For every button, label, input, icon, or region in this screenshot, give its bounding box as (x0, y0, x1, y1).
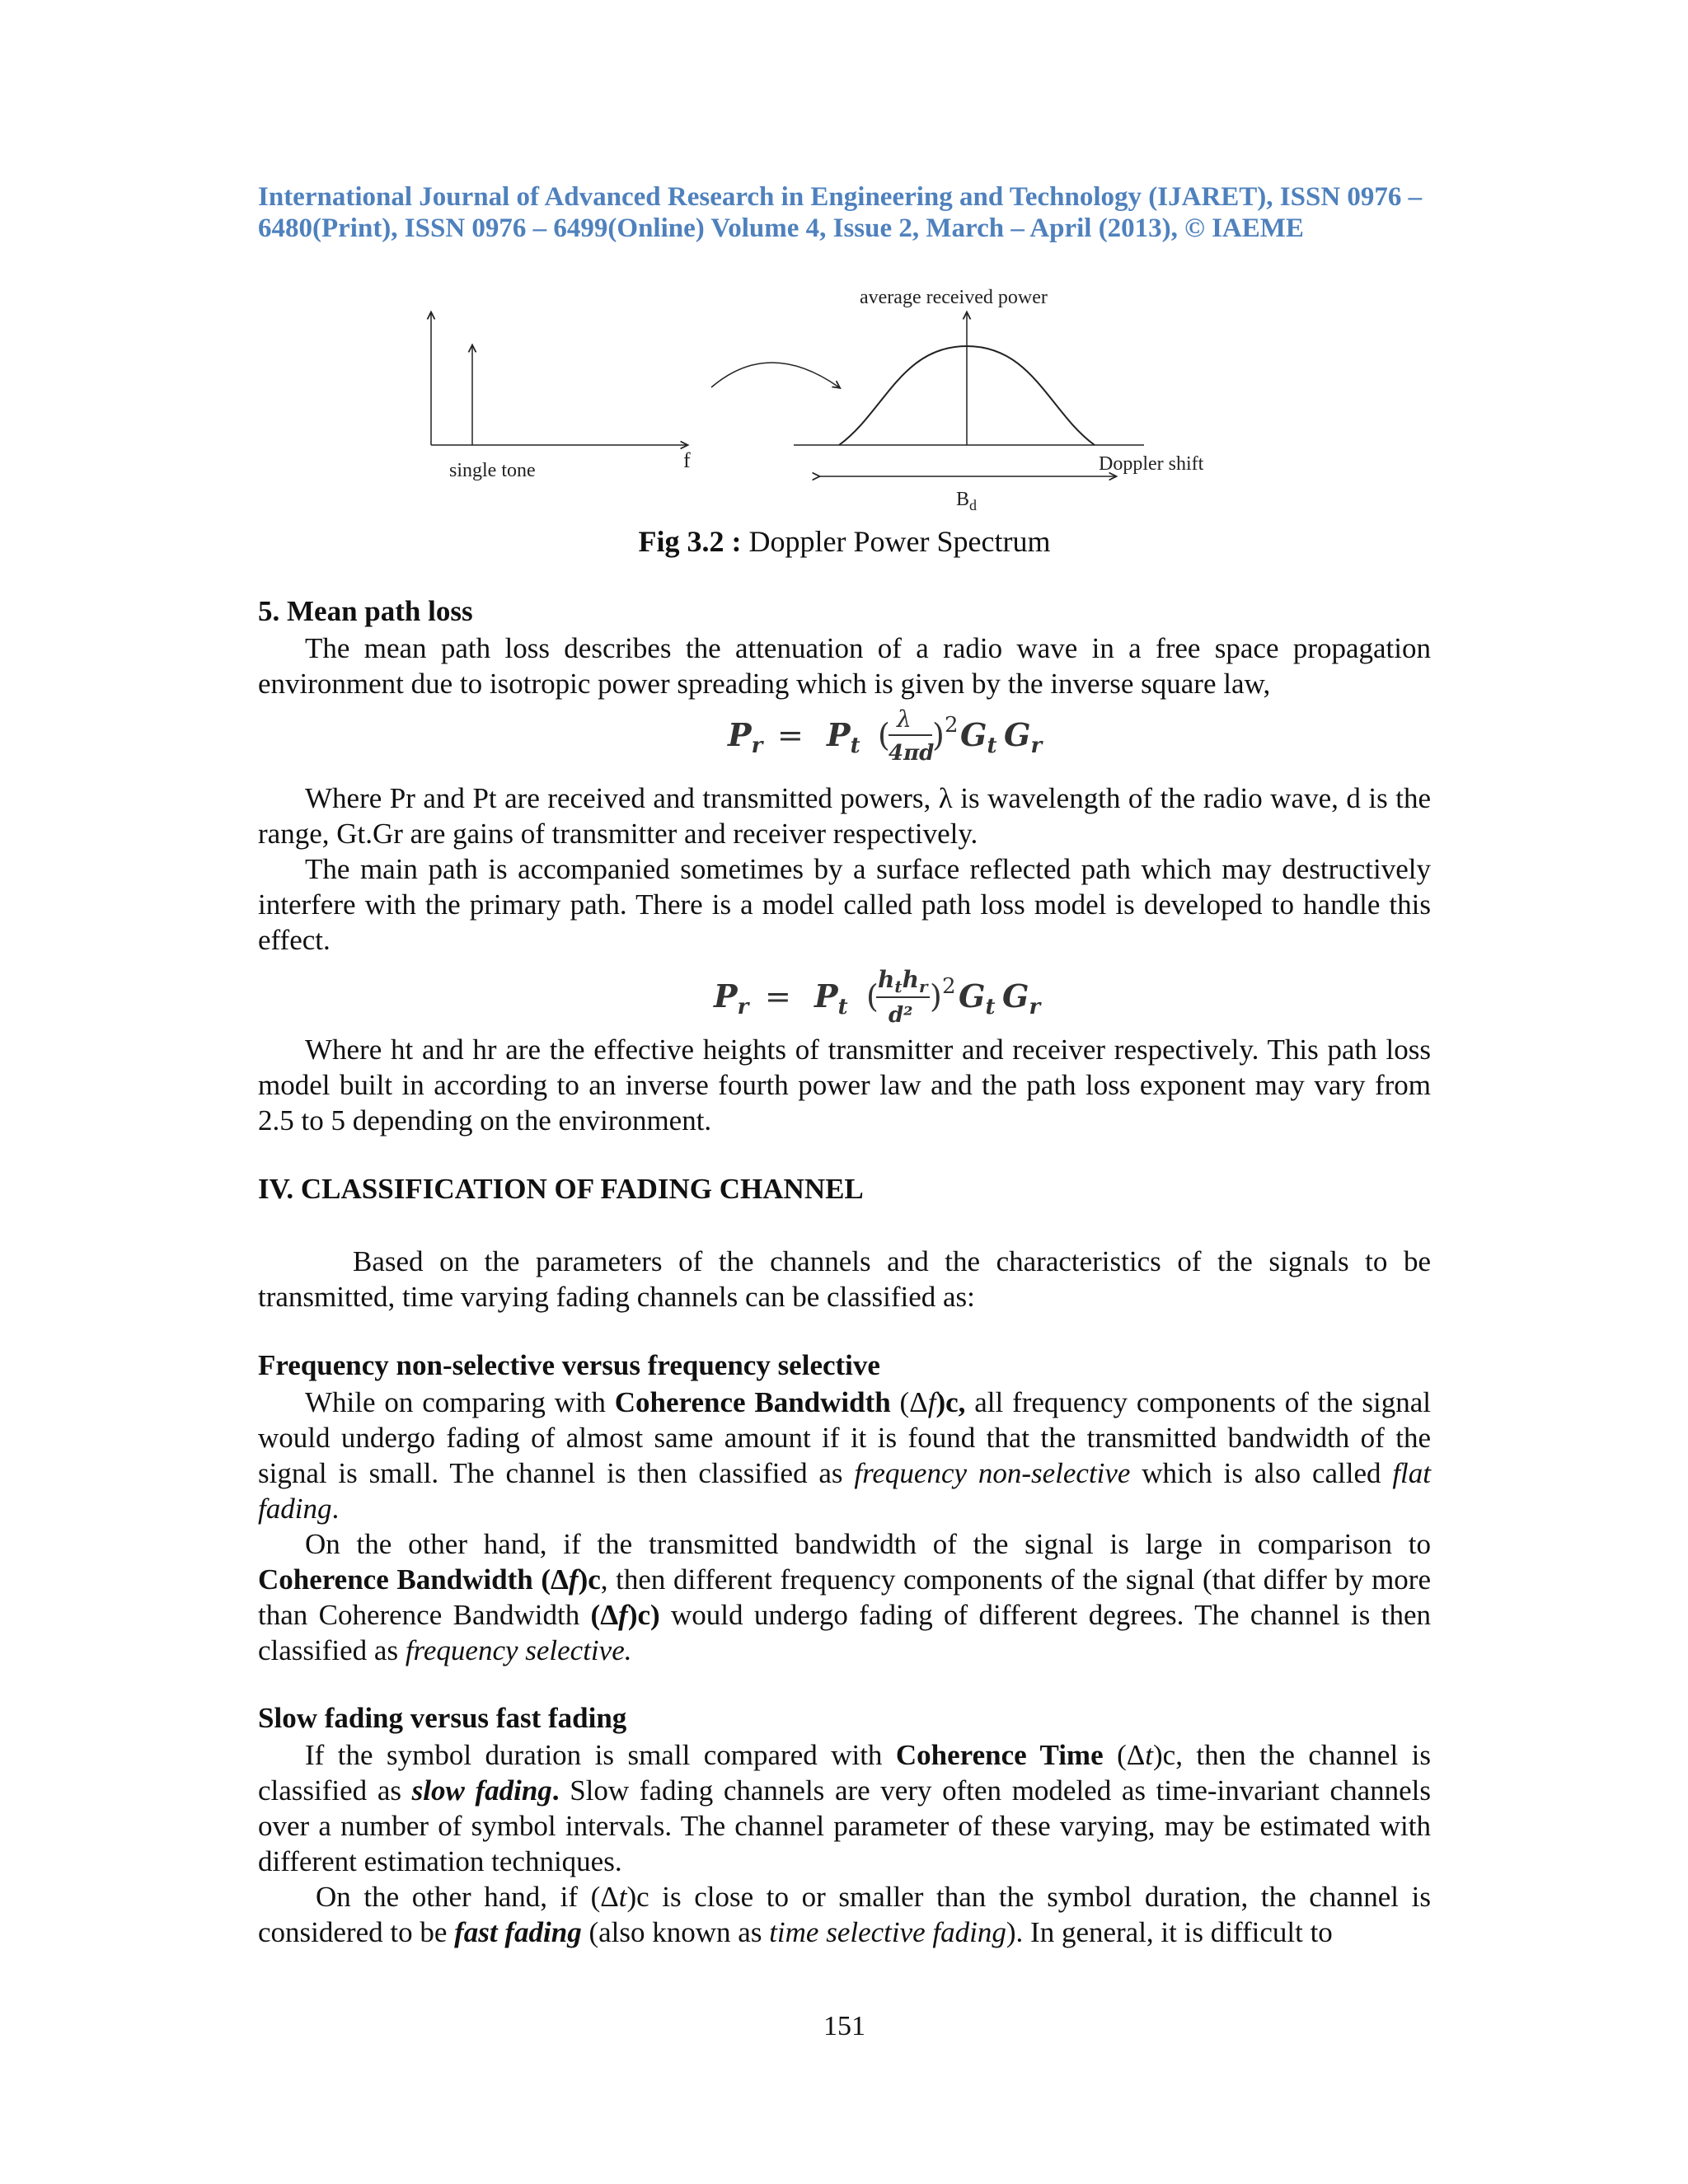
transform-arrow (711, 363, 839, 387)
figure-caption (258, 524, 1431, 559)
doppler-spectrum-figure (382, 272, 1239, 511)
subsection-frequency-paragraph-2: On the other hand, if the transmitted bandwidth of the signal is large in comparison to Coherence Bandwidth (Δf)c, then different frequency components of the signal (that differ by more than Coherence Bandwidth (Δf)c) would undergo fading of different degrees. The channel is then classified as frequency selective. (258, 1528, 1431, 1666)
f-label: f (683, 448, 691, 472)
section-5-heading: 5. Mean path loss (258, 595, 473, 627)
subsection-frequency-paragraph-1: While on comparing with Coherence Bandwidth (Δf)c, all frequency components of the signal would undergo fading of almost same amount if it is found that the transmitted bandwidth of the signal is small. The channel is then classified as frequency non-selective which is also called flat fading. (258, 1386, 1432, 1525)
subsection-slow-fast-paragraph-1: If the symbol duration is small compared with Coherence Time (Δt)c, then the channel is classified as slow fading. Slow fading channels are very often modeled as time-invariant channels over a number of symbol intervals. The channel parameter of these varying, may be estimated with different estimation techniques. (258, 1739, 1432, 1877)
svg-text:(: ( (866, 978, 879, 1015)
bd-label: $B_d$ (956, 489, 978, 511)
page-number: 151 (823, 2011, 865, 2041)
header-line-2: 6480(Print), ISSN 0976 – 6499(Online) Volume 4, Issue 2, March – April (2013), © IAEME (258, 213, 1304, 243)
subsection-slow-fast-heading: Slow fading versus fast fading (258, 1702, 627, 1734)
svg-text:2: 2 (945, 713, 959, 738)
svg-text:Gt: $G_t$ (959, 977, 996, 1019)
section-5-paragraph-4: Where ht and hr are the effective heights of transmitter and receiver respectively. This path loss model built in according to an inverse fourth power law and the path loss exponent may vary from 2.5 to 5 depending on the environment. (258, 1033, 1431, 1137)
svg-text:hthr: $h_th_r$ (878, 966, 928, 996)
svg-text:Pr: $P_r$ (714, 977, 749, 1019)
svg-text:Gr: $G_r$ (1002, 977, 1041, 1019)
svg-text:): ) (930, 978, 942, 1015)
header-line-1: International Journal of Advanced Research in Engineering and Technology (IJARET), ISSN 0976 – (258, 182, 1423, 212)
svg-text:Pt: $P_t$ (814, 977, 848, 1019)
section-iv-paragraph-1: Based on the parameters of the channels and the characteristics of the signals to be transmitted, time varying fading channels can be classified as: (258, 1245, 1431, 1313)
inverse-square-formula (258, 701, 1431, 771)
svg-text:Pr: $P_r$ (728, 716, 763, 758)
svg-text:Gt: $G_t$ (960, 716, 997, 758)
svg-text:d²: d² (889, 1003, 913, 1028)
svg-text:Gr: $G_r$ (1004, 716, 1043, 758)
svg-text:λ: λ (897, 705, 912, 733)
svg-text:(: ( (878, 717, 890, 753)
section-5-paragraph-3: The main path is accompanied sometimes by a surface reflected path which may destructively interfere with the primary path. There is a model called path loss model is developed to handle this effect. (258, 853, 1431, 956)
single-tone-label: single tone (449, 460, 536, 481)
average-received-power-label: average received power (860, 287, 1048, 308)
subsection-slow-fast-paragraph-2: On the other hand, if (Δt)c is close to or smaller than the symbol duration, the channel is considered to be fast fading (also known as time selective fading). In general, it is difficult to (258, 1881, 1431, 1948)
svg-text:=: = (765, 978, 791, 1015)
caption-text: Doppler Power Spectrum (741, 525, 1051, 558)
caption-number: Fig 3.2 : (638, 525, 742, 558)
section-5-paragraph-1: The mean path loss describes the attenuation of a radio wave in a free space propagation environment due to isotropic power spreading which is given by the inverse square law, (258, 632, 1431, 700)
doppler-shift-label: Doppler shift (1099, 453, 1204, 475)
svg-text:4πd: 4πd (889, 741, 935, 766)
subsection-frequency-heading: Frequency non-selective versus frequency selective (258, 1349, 880, 1381)
section-5-paragraph-2: Where Pr and Pt are received and transmitted powers, λ is wavelength of the radio wave, d is the range, Gt.Gr are gains of transmitter and receiver respectively. (258, 782, 1431, 850)
journal-header (258, 181, 1431, 244)
two-ray-formula (258, 964, 1431, 1034)
svg-text:=: = (777, 717, 804, 753)
section-iv-heading: IV. CLASSIFICATION OF FADING CHANNEL (258, 1173, 864, 1205)
svg-text:): ) (932, 717, 945, 753)
svg-text:Pt: $P_t$ (827, 716, 860, 758)
svg-text:2: 2 (942, 974, 956, 999)
